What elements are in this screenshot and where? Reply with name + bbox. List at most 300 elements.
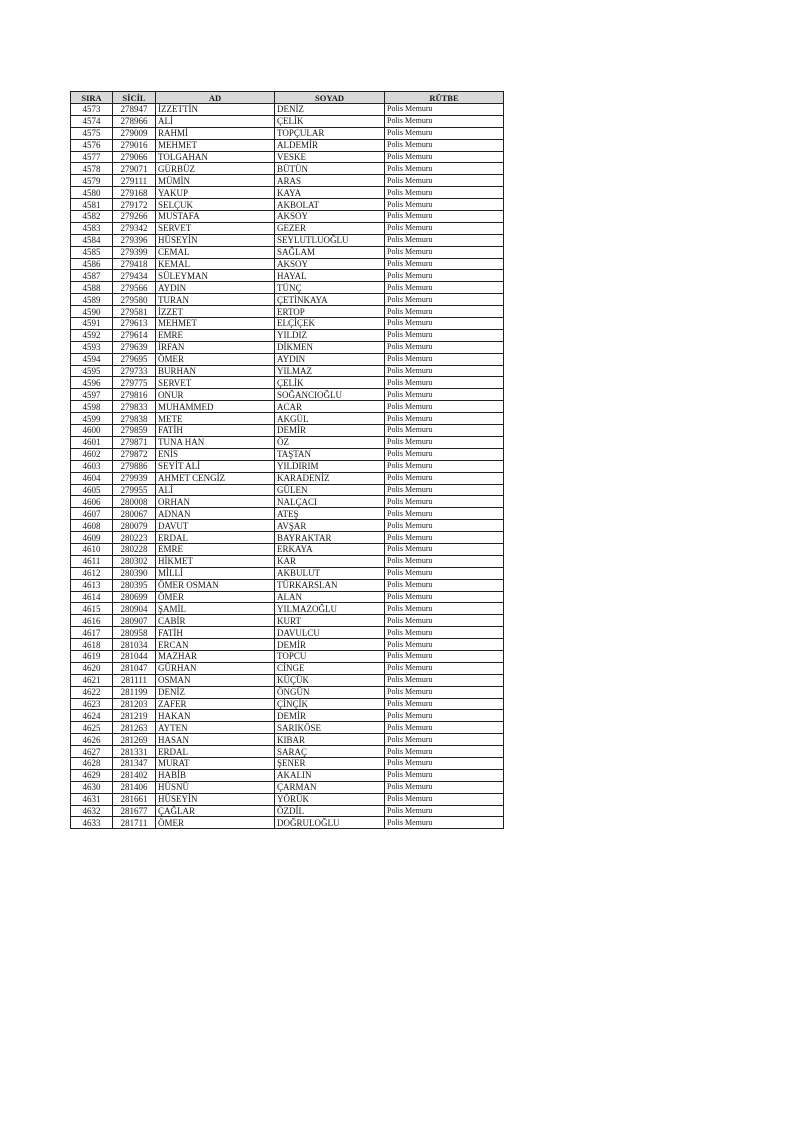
cell-rutbe: Polis Memuru — [385, 508, 504, 520]
table-row — [71, 413, 504, 425]
cell-sira: 4582 — [71, 211, 113, 223]
cell-rutbe: Polis Memuru — [385, 555, 504, 567]
cell-rutbe: Polis Memuru — [385, 163, 504, 175]
table-row — [71, 115, 504, 127]
cell-soyad: KAYA — [275, 187, 385, 199]
table-row — [71, 151, 504, 163]
cell-sicil: 279695 — [113, 353, 156, 365]
table-row — [71, 282, 504, 294]
table-row — [71, 793, 504, 805]
cell-sira: 4610 — [71, 543, 113, 555]
cell-rutbe: Polis Memuru — [385, 769, 504, 781]
cell-rutbe: Polis Memuru — [385, 199, 504, 211]
table-row — [71, 615, 504, 627]
cell-soyad: ŞENER — [275, 757, 385, 769]
cell-sira: 4591 — [71, 318, 113, 330]
cell-sicil: 279838 — [113, 413, 156, 425]
table-row — [71, 722, 504, 734]
cell-ad: ENİS — [156, 448, 275, 460]
cell-rutbe: Polis Memuru — [385, 484, 504, 496]
cell-sira: 4590 — [71, 306, 113, 318]
table-row — [71, 318, 504, 330]
cell-ad: ORHAN — [156, 496, 275, 508]
cell-soyad: AKALIN — [275, 769, 385, 781]
cell-ad: SÜLEYMAN — [156, 270, 275, 282]
table-row — [71, 579, 504, 591]
table-row — [71, 698, 504, 710]
cell-rutbe: Polis Memuru — [385, 579, 504, 591]
cell-rutbe: Polis Memuru — [385, 460, 504, 472]
cell-sira: 4585 — [71, 246, 113, 258]
cell-rutbe: Polis Memuru — [385, 151, 504, 163]
table-row — [71, 508, 504, 520]
cell-ad: TUNA HAN — [156, 436, 275, 448]
cell-rutbe: Polis Memuru — [385, 436, 504, 448]
cell-sicil: 279955 — [113, 484, 156, 496]
cell-soyad: HAYAL — [275, 270, 385, 282]
cell-ad: İRFAN — [156, 341, 275, 353]
cell-sira: 4624 — [71, 710, 113, 722]
cell-sicil: 279613 — [113, 318, 156, 330]
table-row — [71, 187, 504, 199]
cell-ad: KEMAL — [156, 258, 275, 270]
cell-sicil: 281044 — [113, 650, 156, 662]
cell-sira: 4577 — [71, 151, 113, 163]
cell-sira: 4581 — [71, 199, 113, 211]
cell-soyad: KAR — [275, 555, 385, 567]
cell-sicil: 279816 — [113, 389, 156, 401]
cell-ad: İZZET — [156, 306, 275, 318]
cell-soyad: YÖRÜK — [275, 793, 385, 805]
table-row — [71, 222, 504, 234]
cell-rutbe: Polis Memuru — [385, 341, 504, 353]
cell-sira: 4605 — [71, 484, 113, 496]
cell-ad: ONUR — [156, 389, 275, 401]
cell-rutbe: Polis Memuru — [385, 353, 504, 365]
cell-rutbe: Polis Memuru — [385, 710, 504, 722]
cell-sira: 4609 — [71, 532, 113, 544]
cell-rutbe: Polis Memuru — [385, 615, 504, 627]
cell-ad: FATİH — [156, 425, 275, 437]
cell-sira: 4633 — [71, 817, 113, 829]
cell-ad: DENİZ — [156, 686, 275, 698]
cell-ad: MEHMET — [156, 139, 275, 151]
cell-soyad: SAĞLAM — [275, 246, 385, 258]
cell-ad: GÜRBÜZ — [156, 163, 275, 175]
cell-soyad: ÖZDİL — [275, 805, 385, 817]
cell-rutbe: Polis Memuru — [385, 686, 504, 698]
cell-sicil: 278947 — [113, 104, 156, 116]
table-row — [71, 294, 504, 306]
cell-soyad: ARAS — [275, 175, 385, 187]
cell-soyad: CİNGE — [275, 662, 385, 674]
cell-sicil: 279266 — [113, 211, 156, 223]
cell-sicil: 279775 — [113, 377, 156, 389]
cell-rutbe: Polis Memuru — [385, 698, 504, 710]
table-row — [71, 377, 504, 389]
cell-sira: 4607 — [71, 508, 113, 520]
cell-ad: MİLLİ — [156, 567, 275, 579]
cell-sira: 4606 — [71, 496, 113, 508]
cell-ad: ADNAN — [156, 508, 275, 520]
cell-sicil: 281406 — [113, 781, 156, 793]
cell-rutbe: Polis Memuru — [385, 318, 504, 330]
column-header-sira: SIRA — [71, 92, 113, 104]
cell-rutbe: Polis Memuru — [385, 674, 504, 686]
cell-soyad: TÜNÇ — [275, 282, 385, 294]
table-row — [71, 258, 504, 270]
table-row — [71, 532, 504, 544]
cell-sira: 4611 — [71, 555, 113, 567]
cell-sira: 4623 — [71, 698, 113, 710]
cell-sicil: 279871 — [113, 436, 156, 448]
column-header-rutbe: RÜTBE — [385, 92, 504, 104]
cell-sicil: 281677 — [113, 805, 156, 817]
cell-rutbe: Polis Memuru — [385, 639, 504, 651]
column-header-sicil: SİCİL — [113, 92, 156, 104]
cell-sira: 4601 — [71, 436, 113, 448]
cell-sira: 4627 — [71, 746, 113, 758]
cell-sira: 4618 — [71, 639, 113, 651]
cell-ad: CEMAL — [156, 246, 275, 258]
cell-soyad: DEMİR — [275, 710, 385, 722]
cell-rutbe: Polis Memuru — [385, 389, 504, 401]
cell-sicil: 279859 — [113, 425, 156, 437]
cell-ad: HAKAN — [156, 710, 275, 722]
cell-ad: AHMET CENGİZ — [156, 472, 275, 484]
cell-soyad: DAVULCU — [275, 627, 385, 639]
table-row — [71, 662, 504, 674]
cell-ad: AYTEN — [156, 722, 275, 734]
cell-soyad: AVŞAR — [275, 520, 385, 532]
cell-sicil: 279614 — [113, 329, 156, 341]
cell-soyad: KARADENİZ — [275, 472, 385, 484]
cell-soyad: KÜÇÜK — [275, 674, 385, 686]
cell-sira: 4617 — [71, 627, 113, 639]
cell-sira: 4573 — [71, 104, 113, 116]
cell-ad: DAVUT — [156, 520, 275, 532]
cell-soyad: TOPÇULAR — [275, 127, 385, 139]
cell-soyad: DENİZ — [275, 104, 385, 116]
cell-sicil: 280907 — [113, 615, 156, 627]
table-row — [71, 127, 504, 139]
cell-soyad: SEYLUTLUOĞLU — [275, 234, 385, 246]
cell-sira: 4599 — [71, 413, 113, 425]
cell-ad: TOLGAHAN — [156, 151, 275, 163]
cell-soyad: AKSOY — [275, 258, 385, 270]
table-row — [71, 627, 504, 639]
cell-soyad: ÇELİK — [275, 115, 385, 127]
table-row — [71, 353, 504, 365]
cell-sira: 4632 — [71, 805, 113, 817]
table-row — [71, 674, 504, 686]
cell-soyad: SOĞANCIOĞLU — [275, 389, 385, 401]
cell-soyad: DEMİR — [275, 639, 385, 651]
cell-rutbe: Polis Memuru — [385, 187, 504, 199]
cell-sira: 4583 — [71, 222, 113, 234]
cell-ad: SEYİT ALİ — [156, 460, 275, 472]
cell-rutbe: Polis Memuru — [385, 734, 504, 746]
cell-sicil: 279833 — [113, 401, 156, 413]
cell-ad: GÜRHAN — [156, 662, 275, 674]
cell-soyad: ACAR — [275, 401, 385, 413]
table-row — [71, 234, 504, 246]
cell-rutbe: Polis Memuru — [385, 650, 504, 662]
cell-ad: EMRE — [156, 543, 275, 555]
cell-rutbe: Polis Memuru — [385, 496, 504, 508]
cell-ad: RAHMİ — [156, 127, 275, 139]
cell-sira: 4600 — [71, 425, 113, 437]
cell-sicil: 279342 — [113, 222, 156, 234]
cell-sira: 4619 — [71, 650, 113, 662]
cell-sira: 4593 — [71, 341, 113, 353]
cell-rutbe: Polis Memuru — [385, 377, 504, 389]
cell-rutbe: Polis Memuru — [385, 270, 504, 282]
cell-rutbe: Polis Memuru — [385, 757, 504, 769]
table-row — [71, 484, 504, 496]
cell-soyad: ERKAYA — [275, 543, 385, 555]
cell-sira: 4580 — [71, 187, 113, 199]
cell-sicil: 280904 — [113, 603, 156, 615]
cell-sicil: 279939 — [113, 472, 156, 484]
cell-sicil: 281402 — [113, 769, 156, 781]
cell-sicil: 281661 — [113, 793, 156, 805]
cell-sicil: 279639 — [113, 341, 156, 353]
cell-ad: HASAN — [156, 734, 275, 746]
cell-soyad: ÇİNÇİK — [275, 698, 385, 710]
cell-ad: ERDAL — [156, 532, 275, 544]
table-row — [71, 603, 504, 615]
personnel-table — [70, 91, 504, 829]
cell-sira: 4594 — [71, 353, 113, 365]
cell-rutbe: Polis Memuru — [385, 746, 504, 758]
cell-soyad: ÇARMAN — [275, 781, 385, 793]
table-row — [71, 769, 504, 781]
cell-rutbe: Polis Memuru — [385, 662, 504, 674]
cell-ad: METE — [156, 413, 275, 425]
cell-soyad: TAŞTAN — [275, 448, 385, 460]
cell-rutbe: Polis Memuru — [385, 175, 504, 187]
cell-ad: SERVET — [156, 222, 275, 234]
cell-rutbe: Polis Memuru — [385, 329, 504, 341]
cell-soyad: BAYRAKTAR — [275, 532, 385, 544]
cell-sira: 4612 — [71, 567, 113, 579]
cell-soyad: AKBULUT — [275, 567, 385, 579]
cell-rutbe: Polis Memuru — [385, 532, 504, 544]
cell-sira: 4631 — [71, 793, 113, 805]
cell-sicil: 280008 — [113, 496, 156, 508]
cell-sicil: 279886 — [113, 460, 156, 472]
cell-ad: ALİ — [156, 484, 275, 496]
cell-rutbe: Polis Memuru — [385, 448, 504, 460]
cell-rutbe: Polis Memuru — [385, 591, 504, 603]
cell-soyad: AKSOY — [275, 211, 385, 223]
cell-sicil: 279399 — [113, 246, 156, 258]
cell-ad: ERDAL — [156, 746, 275, 758]
cell-soyad: AKBOLAT — [275, 199, 385, 211]
cell-sira: 4625 — [71, 722, 113, 734]
cell-sicil: 280302 — [113, 555, 156, 567]
cell-rutbe: Polis Memuru — [385, 222, 504, 234]
cell-ad: FATİH — [156, 627, 275, 639]
cell-sira: 4630 — [71, 781, 113, 793]
cell-ad: CABİR — [156, 615, 275, 627]
cell-ad: TURAN — [156, 294, 275, 306]
cell-sira: 4586 — [71, 258, 113, 270]
table-row — [71, 246, 504, 258]
cell-sira: 4578 — [71, 163, 113, 175]
cell-soyad: ÖNGÜN — [275, 686, 385, 698]
table-row — [71, 805, 504, 817]
cell-sira: 4604 — [71, 472, 113, 484]
cell-sicil: 280067 — [113, 508, 156, 520]
cell-sicil: 281347 — [113, 757, 156, 769]
table-row — [71, 175, 504, 187]
cell-soyad: ATEŞ — [275, 508, 385, 520]
cell-sicil: 279580 — [113, 294, 156, 306]
cell-ad: HÜSEYİN — [156, 234, 275, 246]
cell-soyad: KIBAR — [275, 734, 385, 746]
cell-sicil: 281199 — [113, 686, 156, 698]
cell-sicil: 280958 — [113, 627, 156, 639]
table-row — [71, 341, 504, 353]
cell-ad: AYDIN — [156, 282, 275, 294]
cell-sicil: 279009 — [113, 127, 156, 139]
cell-sira: 4584 — [71, 234, 113, 246]
table-row — [71, 306, 504, 318]
cell-sicil: 281269 — [113, 734, 156, 746]
cell-sira: 4621 — [71, 674, 113, 686]
table-row — [71, 567, 504, 579]
cell-rutbe: Polis Memuru — [385, 781, 504, 793]
table-row — [71, 734, 504, 746]
cell-rutbe: Polis Memuru — [385, 139, 504, 151]
cell-rutbe: Polis Memuru — [385, 127, 504, 139]
cell-ad: HİKMET — [156, 555, 275, 567]
cell-sira: 4615 — [71, 603, 113, 615]
cell-sira: 4579 — [71, 175, 113, 187]
cell-sira: 4602 — [71, 448, 113, 460]
table-row — [71, 817, 504, 829]
cell-sicil: 279733 — [113, 365, 156, 377]
cell-rutbe: Polis Memuru — [385, 722, 504, 734]
cell-ad: MUHAMMED — [156, 401, 275, 413]
table-row — [71, 104, 504, 116]
cell-sira: 4626 — [71, 734, 113, 746]
cell-sicil: 279016 — [113, 139, 156, 151]
table-row — [71, 389, 504, 401]
table-row — [71, 591, 504, 603]
cell-ad: HÜSNÜ — [156, 781, 275, 793]
table-header — [71, 92, 504, 104]
cell-ad: SELÇUK — [156, 199, 275, 211]
table-row — [71, 543, 504, 555]
cell-sira: 4587 — [71, 270, 113, 282]
cell-ad: ÖMER — [156, 591, 275, 603]
table-row — [71, 329, 504, 341]
cell-sicil: 280390 — [113, 567, 156, 579]
cell-ad: SERVET — [156, 377, 275, 389]
cell-rutbe: Polis Memuru — [385, 817, 504, 829]
table-row — [71, 555, 504, 567]
cell-soyad: NALÇACI — [275, 496, 385, 508]
cell-soyad: SARAÇ — [275, 746, 385, 758]
column-header-soyad: SOYAD — [275, 92, 385, 104]
cell-soyad: DOĞRULOĞLU — [275, 817, 385, 829]
table-row — [71, 520, 504, 532]
cell-sira: 4622 — [71, 686, 113, 698]
column-header-ad: AD — [156, 92, 275, 104]
cell-sicil: 281711 — [113, 817, 156, 829]
cell-ad: MUSTAFA — [156, 211, 275, 223]
cell-sicil: 281203 — [113, 698, 156, 710]
cell-rutbe: Polis Memuru — [385, 805, 504, 817]
cell-rutbe: Polis Memuru — [385, 104, 504, 116]
table-row — [71, 163, 504, 175]
cell-sira: 4616 — [71, 615, 113, 627]
cell-soyad: YILDIRIM — [275, 460, 385, 472]
cell-sira: 4628 — [71, 757, 113, 769]
table-row — [71, 686, 504, 698]
cell-ad: ÇAĞLAR — [156, 805, 275, 817]
cell-rutbe: Polis Memuru — [385, 627, 504, 639]
table-row — [71, 270, 504, 282]
table-row — [71, 211, 504, 223]
cell-rutbe: Polis Memuru — [385, 306, 504, 318]
header-row — [71, 92, 504, 104]
cell-ad: İZZETTİN — [156, 104, 275, 116]
cell-sicil: 281263 — [113, 722, 156, 734]
cell-soyad: AYDIN — [275, 353, 385, 365]
cell-rutbe: Polis Memuru — [385, 246, 504, 258]
cell-ad: HÜSEYİN — [156, 793, 275, 805]
cell-soyad: GEZER — [275, 222, 385, 234]
cell-sicil: 279111 — [113, 175, 156, 187]
cell-ad: ZAFER — [156, 698, 275, 710]
cell-sicil: 281219 — [113, 710, 156, 722]
cell-soyad: KURT — [275, 615, 385, 627]
table-row — [71, 472, 504, 484]
cell-rutbe: Polis Memuru — [385, 543, 504, 555]
cell-sira: 4576 — [71, 139, 113, 151]
table-row — [71, 199, 504, 211]
cell-rutbe: Polis Memuru — [385, 115, 504, 127]
cell-sira: 4588 — [71, 282, 113, 294]
cell-rutbe: Polis Memuru — [385, 472, 504, 484]
cell-ad: HABİB — [156, 769, 275, 781]
cell-ad: ERCAN — [156, 639, 275, 651]
cell-sicil: 280079 — [113, 520, 156, 532]
cell-sicil: 280395 — [113, 579, 156, 591]
table-row — [71, 401, 504, 413]
cell-sira: 4629 — [71, 769, 113, 781]
cell-sira: 4614 — [71, 591, 113, 603]
cell-sicil: 280223 — [113, 532, 156, 544]
cell-sicil: 279566 — [113, 282, 156, 294]
table-row — [71, 425, 504, 437]
cell-sira: 4592 — [71, 329, 113, 341]
cell-rutbe: Polis Memuru — [385, 258, 504, 270]
cell-rutbe: Polis Memuru — [385, 211, 504, 223]
cell-sira: 4589 — [71, 294, 113, 306]
cell-soyad: ALAN — [275, 591, 385, 603]
cell-sicil: 280699 — [113, 591, 156, 603]
table-row — [71, 496, 504, 508]
cell-soyad: YILMAZ — [275, 365, 385, 377]
cell-rutbe: Polis Memuru — [385, 520, 504, 532]
cell-rutbe: Polis Memuru — [385, 603, 504, 615]
cell-ad: ÖMER OSMAN — [156, 579, 275, 591]
